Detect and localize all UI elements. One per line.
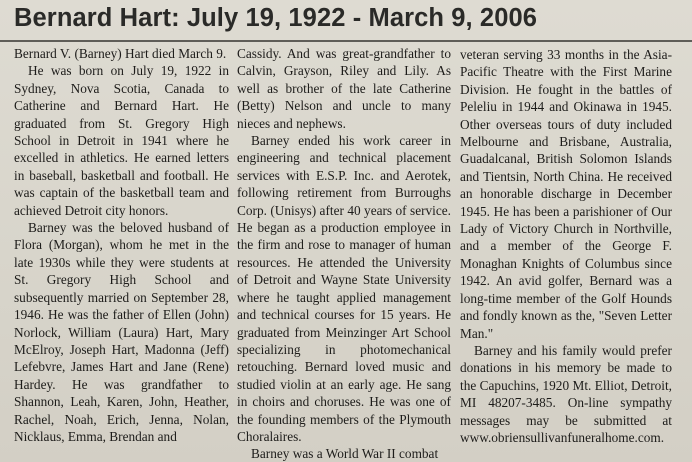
paragraph: Cassidy. And was great-grandfather to Calvin, Grayson, Riley and Lily. As well as brother of the late Catherine (Betty) Nelson and uncle to many nieces and nephews. (237, 46, 451, 131)
paragraph: He was born on July 19, 1922 in Sydney, Nova Scotia, Canada to Catherine and Bernard Hart. He graduated from St. Gregory High School in Detroit in 1941 where he excelled in athletics. He earned letters in baseball, basketball and football. He was captain of the basketball team and achieved Detroit city honors. (14, 63, 229, 218)
text-column-1 (14, 45, 229, 445)
paragraph: Barney and his family would prefer donations in his memory be made to the Capuchins, 1920 Mt. Elliot, Detroit, MI 48207-3485. On-line sympathy messages may be submitted at www.obriensullivanfuneralhome.com. (460, 342, 672, 445)
paragraph: Barney ended his work career in engineering and technical placement services with E.S.P. Inc. and Aerotek, following retirement from Burroughs Corp. (Unisys) after 40 years of service. He began as a production employee in the firm and rose to manager of human resources. He attended the University of Detroit and Wayne State University where he taught applied management and technical courses for 15 years. He graduated from Meinzinger Art School specializing in photomechanical retouching. Bernard loved music and studied violin at an early age. He sang in choirs and choruses. He was one of the founding members of the Plymouth Choralaires. (237, 133, 451, 444)
paragraph: Barney was the beloved husband of Flora (Morgan), whom he met in the late 1930s while they were students at St. Gregory High School and subsequently married on September 28, 1946. He was the father of Ellen (John) Norlock, William (Laura) Hart, Mary McElroy, Joseph Hart, Madonna (Jeff) Lefebvre, James Hart and Jane (Rene) Hardey. He was grandfather to Shannon, Leah, Karen, John, Heather, Rachel, Noah, Erich, Jenna, Nolan, Nicklaus, Emma, Brendan and (14, 220, 229, 444)
headline-rule (0, 40, 692, 42)
paragraph: Bernard V. (Barney) Hart died March 9. (14, 46, 227, 61)
text-column-2 (237, 45, 451, 462)
text-column-3 (460, 46, 672, 446)
obituary-headline: Bernard Hart: July 19, 1922 - March 9, 2006 (14, 4, 538, 32)
paragraph: Barney was a World War II combat (251, 446, 439, 462)
paragraph: veteran serving 33 months in the Asia-Pacific Theatre with the First Marine Division. He fought in the battles of Peleliu in 1944 and Okinawa in 1945. Other overseas tours of duty included Melbourne and Brisbane, Australia, Guadalcanal, British Solomon Islands and Tientsin, North China. He received an honorable discharge in December 1945. He has been a parishioner of Our Lady of Victory Church in Northville, and a member of the George F. Monaghan Knights of Columbus since 1942. An avid golfer, Bernard was a long-time member of the Golf Hounds and fondly known as the, "Seven Letter Man." (460, 47, 672, 341)
